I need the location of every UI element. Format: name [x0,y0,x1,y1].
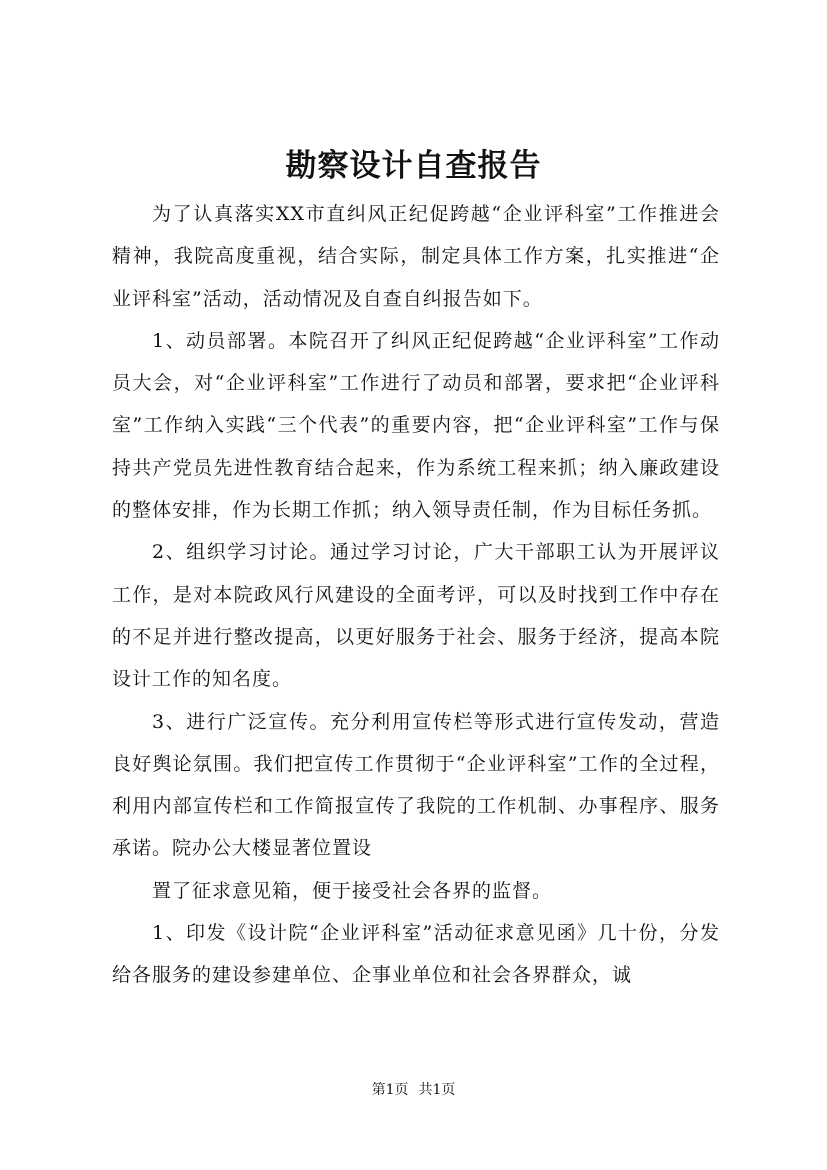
paragraph-study-discussion: 2、组织学习讨论。通过学习讨论，广大干部职工认为开展评议工作，是对本院政风行风建设的全面考评，可以及时找到工作中存在的不足并进行整改提高，以更好服务于社会、服务于经济，提高本院设计工作的知名度。 [112,541,720,691]
page-total: 共1页 [418,1082,456,1098]
document-body [112,193,720,997]
document-title: 勘察设计自查报告 [285,148,542,184]
page-number: 第1页 [371,1082,409,1098]
paragraph-suggestion-box: 置了征求意见箱，便于接受社会各界的监督。 [152,879,553,902]
paragraph-publicity: 3、进行广泛宣传。充分利用宣传栏等形式进行宣传发动，营造良好舆论氛围。我们把宣传工作贯彻于“企业评科室”工作的全过程，利用内部宣传栏和工作简报宣传了我院的工作机制、办事程序、服务承诺。院办公大楼显著位置设 [112,710,720,860]
paragraph-mobilization: 1、动员部署。本院召开了纠风正纪促跨越“企业评科室”工作动员大会，对“企业评科室”工作进行了动员和部署，要求把“企业评科室”工作纳入实践“三个代表”的重要内容，把“企业评科室”工作与保持共产党员先进性教育结合起来，作为系统工程来抓；纳入廉政建设的整体安排，作为长期工作抓；纳入领导责任制，作为目标任务抓。 [112,329,720,522]
paragraph-solicitation-letter: 1、印发《设计院“企业评科室”活动征求意见函》几十份，分发给各服务的建设参建单位、企事业单位和社会各界群众，诚 [112,922,720,987]
page-footer [0,1080,827,1100]
paragraph-intro: 为了认真落实XX市直纠风正纪促跨越“企业评科室”工作推进会精神，我院高度重视，结合实际，制定具体工作方案，扎实推进“企业评科室”活动，活动情况及自查自纠报告如下。 [112,203,720,310]
